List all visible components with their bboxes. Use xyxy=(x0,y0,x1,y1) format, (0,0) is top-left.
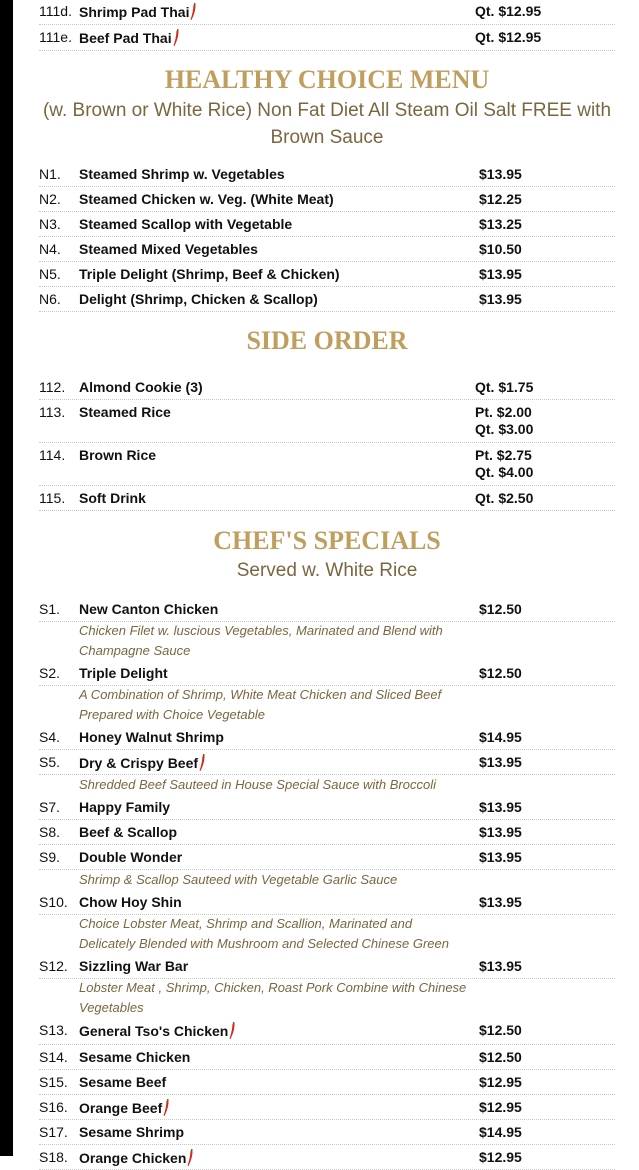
healthy-items-list xyxy=(39,161,615,312)
item-number: S15. xyxy=(39,1074,68,1090)
item-price: $14.95 xyxy=(479,1124,522,1140)
item-name: Chow Hoy Shin xyxy=(79,894,182,910)
item-number: S17. xyxy=(39,1124,68,1140)
item-number: S9. xyxy=(39,849,61,865)
item-price: $12.95 xyxy=(479,1099,522,1115)
item-name: Steamed Rice xyxy=(79,404,171,420)
item-description: Choice Lobster Meat, Shrimp and Scallion, Marinated and Delicately Blended with Mushroom and Selected Chinese Green xyxy=(79,916,449,951)
chili-pepper-icon xyxy=(163,1099,169,1117)
chefs-specials-title: CHEF'S SPECIALS xyxy=(213,526,441,555)
item-price: $13.25 xyxy=(479,216,522,232)
item-name: Almond Cookie (3) xyxy=(79,379,203,395)
item-name: Delight (Shrimp, Chicken & Scallop) xyxy=(79,291,318,307)
item-price-pint: Pt. $2.75 xyxy=(475,447,532,463)
item-prices xyxy=(475,447,615,481)
menu-item xyxy=(39,1095,615,1120)
item-name: Beef & Scallop xyxy=(79,824,178,840)
item-name: Steamed Shrimp w. Vegetables xyxy=(79,166,285,182)
item-number: 111e. xyxy=(39,29,72,45)
item-price: $12.50 xyxy=(479,601,522,617)
side-order-title: SIDE ORDER xyxy=(246,326,408,355)
menu-item xyxy=(39,25,615,51)
item-price: $10.50 xyxy=(479,241,522,257)
item-number: 112. xyxy=(39,379,66,395)
menu-item xyxy=(39,1045,615,1070)
item-number: 113. xyxy=(39,404,66,420)
item-number: S10. xyxy=(39,894,68,910)
item-name: Triple Delight (Shrimp, Beef & Chicken) xyxy=(79,266,340,282)
item-prices xyxy=(475,404,615,438)
item-number: S8. xyxy=(39,824,61,840)
item-number: 114. xyxy=(39,447,66,463)
item-name: Orange Beef xyxy=(79,1099,475,1117)
item-price: Qt. $2.50 xyxy=(475,490,534,506)
menu-item xyxy=(39,237,615,262)
item-price: Qt. $12.95 xyxy=(475,3,542,19)
item-name: Shrimp Pad Thai xyxy=(79,3,475,21)
top-items-list xyxy=(39,0,615,51)
chili-pepper-icon xyxy=(229,1022,235,1040)
item-number: 111d. xyxy=(39,3,72,19)
item-name: Dry & Crispy Beef xyxy=(79,754,475,772)
item-price-quart: Qt. $3.00 xyxy=(475,421,534,437)
item-number: 115. xyxy=(39,490,66,506)
item-name: Double Wonder xyxy=(79,849,183,865)
item-name: General Tso's Chicken xyxy=(79,1022,475,1040)
menu-item xyxy=(39,1120,615,1145)
item-description: Chicken Filet w. luscious Vegetables, Marinated and Blend with Champagne Sauce xyxy=(79,623,443,658)
item-name: New Canton Chicken xyxy=(79,601,219,617)
menu-item xyxy=(39,750,615,775)
item-price: Qt. $12.95 xyxy=(475,29,542,45)
menu-item xyxy=(39,1145,615,1170)
chefs-specials-subtitle: Served w. White Rice xyxy=(236,560,418,581)
item-price: $13.95 xyxy=(479,824,522,840)
item-name: Beef Pad Thai xyxy=(79,29,475,47)
chili-pepper-icon xyxy=(199,754,205,772)
item-price: $12.95 xyxy=(479,1149,522,1165)
menu-content xyxy=(39,0,615,1170)
item-name: Sesame Beef xyxy=(79,1074,167,1090)
item-price: $13.95 xyxy=(479,849,522,865)
item-price: $12.50 xyxy=(479,1022,522,1038)
item-price: $12.95 xyxy=(479,1074,522,1090)
item-price: Qt. $1.75 xyxy=(475,379,534,395)
menu-item xyxy=(39,795,615,820)
item-name: Happy Family xyxy=(79,799,171,815)
item-name: Orange Chicken xyxy=(79,1149,475,1167)
item-number: S18. xyxy=(39,1149,68,1165)
healthy-menu-subtitle: (w. Brown or White Rice) Non Fat Diet All Steam Oil Salt FREE with Brown Sauce xyxy=(42,100,612,148)
item-price: $14.95 xyxy=(479,729,522,745)
menu-item xyxy=(39,596,615,622)
menu-item xyxy=(39,1070,615,1095)
chili-pepper-icon xyxy=(187,1149,193,1167)
item-number: N2. xyxy=(39,191,61,207)
menu-item xyxy=(39,0,615,25)
item-name: Sizzling War Bar xyxy=(79,958,189,974)
side-items-list xyxy=(39,374,615,511)
item-price: $13.95 xyxy=(479,166,522,182)
item-price: $13.95 xyxy=(479,894,522,910)
chili-pepper-icon xyxy=(173,29,179,47)
menu-item xyxy=(39,287,615,312)
chef-items-list xyxy=(39,596,615,1170)
item-name: Sesame Chicken xyxy=(79,1049,191,1065)
item-name: Honey Walnut Shrimp xyxy=(79,729,224,745)
item-price: $12.50 xyxy=(479,1049,522,1065)
menu-item xyxy=(39,161,615,187)
item-price: $12.25 xyxy=(479,191,522,207)
item-name: Sesame Shrimp xyxy=(79,1124,185,1140)
item-price: $12.50 xyxy=(479,665,522,681)
item-name: Triple Delight xyxy=(79,665,168,681)
item-number: S7. xyxy=(39,799,61,815)
menu-item xyxy=(39,443,615,486)
item-description: Shredded Beef Sauteed in House Special Sauce with Broccoli xyxy=(79,777,436,792)
item-number: S5. xyxy=(39,754,61,770)
item-number: N5. xyxy=(39,266,61,282)
item-number: S16. xyxy=(39,1099,68,1115)
item-number: S13. xyxy=(39,1022,68,1038)
menu-item xyxy=(39,845,615,870)
item-number: S1. xyxy=(39,601,61,617)
healthy-menu-title: HEALTHY CHOICE MENU xyxy=(164,65,490,94)
item-number: S4. xyxy=(39,729,61,745)
menu-item xyxy=(39,400,615,443)
item-price: $13.95 xyxy=(479,754,522,770)
item-name: Soft Drink xyxy=(79,490,146,506)
item-price: $13.95 xyxy=(479,291,522,307)
menu-item xyxy=(39,374,615,400)
item-number: S12. xyxy=(39,958,68,974)
item-price-pint: Pt. $2.00 xyxy=(475,404,532,420)
item-description: Shrimp & Scallop Sauteed with Vegetable Garlic Sauce xyxy=(79,872,398,887)
menu-item xyxy=(39,212,615,237)
menu-item xyxy=(39,890,615,915)
item-description: A Combination of Shrimp, White Meat Chicken and Sliced Beef Prepared with Choice Vegetable xyxy=(79,687,442,722)
item-number: S2. xyxy=(39,665,61,681)
chili-pepper-icon xyxy=(190,3,196,21)
item-name: Steamed Scallop with Vegetable xyxy=(79,216,293,232)
menu-item xyxy=(39,262,615,287)
item-name: Brown Rice xyxy=(79,447,157,463)
menu-item xyxy=(39,954,615,979)
left-black-bar xyxy=(0,0,13,1156)
menu-item xyxy=(39,486,615,511)
menu-item xyxy=(39,661,615,686)
menu-item xyxy=(39,820,615,845)
item-number: S14. xyxy=(39,1049,68,1065)
item-description: Lobster Meat , Shrimp, Chicken, Roast Pork Combine with Chinese Vegetables xyxy=(79,980,467,1015)
item-price: $13.95 xyxy=(479,799,522,815)
menu-item xyxy=(39,1018,615,1045)
item-name: Steamed Chicken w. Veg. (White Meat) xyxy=(79,191,334,207)
item-name: Steamed Mixed Vegetables xyxy=(79,241,258,257)
item-number: N3. xyxy=(39,216,61,232)
item-number: N1. xyxy=(39,166,61,182)
item-price: $13.95 xyxy=(479,958,522,974)
item-number: N6. xyxy=(39,291,61,307)
item-number: N4. xyxy=(39,241,61,257)
menu-item xyxy=(39,187,615,212)
item-price-quart: Qt. $4.00 xyxy=(475,464,534,480)
item-price: $13.95 xyxy=(479,266,522,282)
menu-item xyxy=(39,725,615,750)
